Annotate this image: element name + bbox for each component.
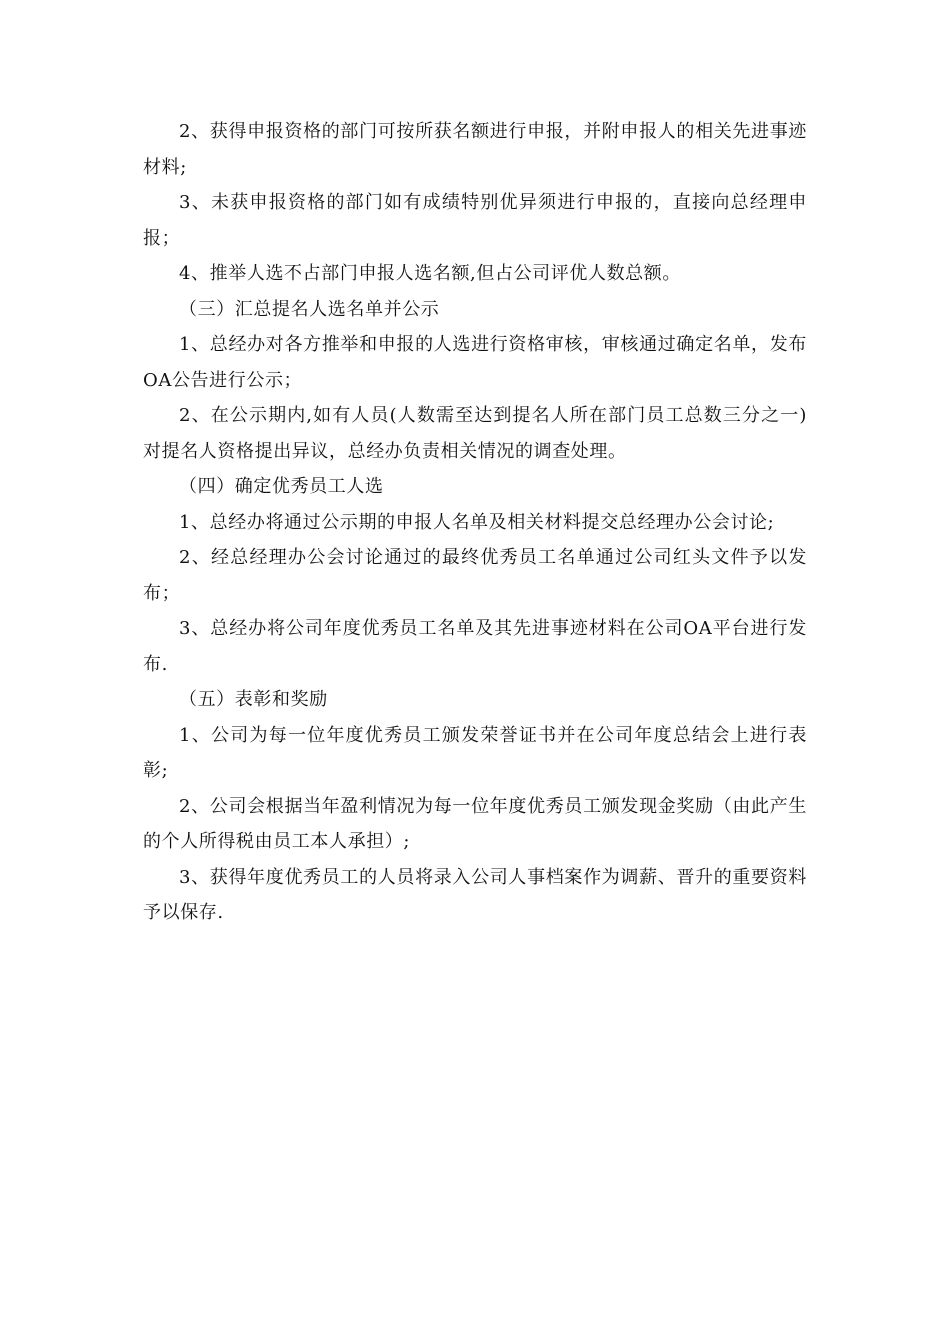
section-heading-4: （四）确定优秀员工人选 xyxy=(179,476,384,497)
paragraph-cash-reward: 2、公司会根据当年盈利情况为每一位年度优秀员工颁发现金奖励（由此产生的个人所得税由员工本人承担）; xyxy=(143,795,807,852)
paragraph-submit-to-meeting: 1、总经办将通过公示期的申报人名单及相关材料提交总经理办公会讨论; xyxy=(179,511,775,533)
paragraph-apply-without-quota: 3、未获申报资格的部门如有成绩特别优异须进行申报的，直接向总经理申报； xyxy=(143,192,807,249)
paragraph-publish-oa: 3、总经办将公司年度优秀员工名单及其先进事迹材料在公司OA平台进行发布. xyxy=(143,618,807,675)
document-body xyxy=(143,114,807,931)
paragraph-apply-with-quota: 2、获得申报资格的部门可按所获名额进行申报，并附申报人的相关先进事迹材料; xyxy=(143,121,807,178)
section-heading-5: （五）表彰和奖励 xyxy=(179,689,328,710)
section-heading-3: （三）汇总提名人选名单并公示 xyxy=(179,298,440,320)
paragraph-qualification-review: 1、总经办对各方推举和申报的人选进行资格审核，审核通过确定名单，发布OA公告进行公示； xyxy=(143,334,807,391)
paragraph-honor-certificate: 1、公司为每一位年度优秀员工颁发荣誉证书并在公司年度总结会上进行表彰; xyxy=(143,724,807,781)
paragraph-publish-red-header: 2、经总经理办公会讨论通过的最终优秀员工名单通过公司红头文件予以发布； xyxy=(143,547,807,604)
paragraph-objection-handling: 2、在公示期内,如有人员(人数需至达到提名人所在部门员工总数三分之一)对提名人资格提出异议，总经办负责相关情况的调查处理。 xyxy=(143,405,807,462)
paragraph-recommended-candidates: 4、推举人选不占部门申报人选名额,但占公司评优人数总额。 xyxy=(179,263,681,284)
paragraph-personnel-file: 3、获得年度优秀员工的人员将录入公司人事档案作为调薪、晋升的重要资料予以保存. xyxy=(143,866,807,923)
